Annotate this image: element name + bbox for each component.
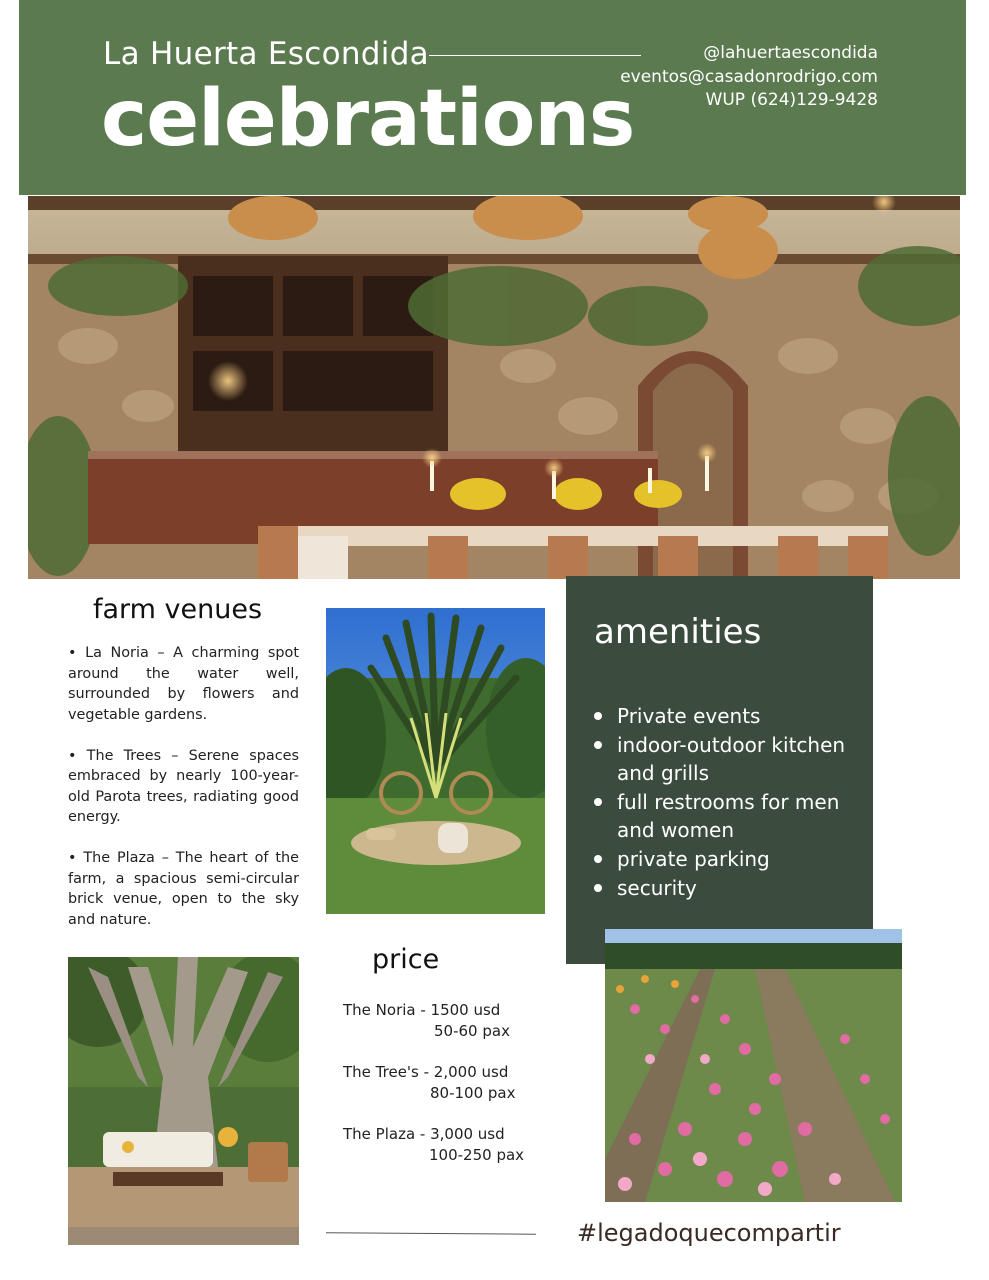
header-divider: [429, 55, 641, 56]
amenities-list: [592, 702, 867, 902]
price-capacity: 80-100 pax: [430, 1083, 516, 1102]
parota-tree-photo: [68, 957, 299, 1245]
price-label: The Plaza - 3,000 usd: [343, 1125, 505, 1143]
venue-la-noria: • La Noria – A charming spot around the water well, surrounded by flowers and vegetable gardens.: [68, 645, 299, 723]
footer-divider: [326, 1232, 536, 1234]
venues-heading: farm venues: [93, 594, 263, 625]
price-capacity: 50-60 pax: [434, 1021, 510, 1040]
venues-list: [68, 643, 299, 951]
flower-garden-photo: [605, 929, 902, 1202]
amenity-item: private parking: [592, 845, 867, 874]
page-title: celebrations: [101, 74, 635, 164]
contact-info: [620, 42, 878, 113]
header-banner: [19, 0, 966, 195]
venue-the-plaza: • The Plaza – The heart of the farm, a spacious semi-circular brick venue, open to the sky and nature.: [68, 850, 299, 928]
amenity-item: full restrooms for men and women: [592, 788, 867, 845]
price-row-noria: [343, 1000, 510, 1041]
instagram-handle[interactable]: @lahuertaescondida: [703, 43, 878, 63]
phone-number[interactable]: WUP (624)129-9428: [705, 90, 878, 110]
amenity-item: indoor-outdoor kitchen and grills: [592, 731, 867, 788]
price-row-trees: [343, 1062, 516, 1103]
amenities-panel: [566, 576, 873, 964]
hero-photo: [28, 196, 960, 579]
price-capacity: 100-250 pax: [429, 1145, 525, 1164]
email-address[interactable]: eventos@casadonrodrigo.com: [620, 66, 878, 87]
amenities-heading: amenities: [594, 612, 762, 652]
amenity-item: security: [592, 874, 867, 903]
price-row-plaza: [343, 1124, 524, 1165]
amenity-item: Private events: [592, 702, 867, 731]
price-label: The Tree's - 2,000 usd: [343, 1063, 509, 1081]
brand-name: La Huerta Escondida: [103, 36, 429, 72]
venue-the-trees: • The Trees – Serene spaces embraced by nearly 100-year-old Parota trees, radiating good energy.: [68, 747, 299, 825]
price-label: The Noria - 1500 usd: [343, 1001, 501, 1019]
hashtag: #legadoquecompartir: [577, 1219, 841, 1247]
price-heading: price: [372, 944, 440, 975]
palm-lounge-photo: [326, 608, 545, 914]
